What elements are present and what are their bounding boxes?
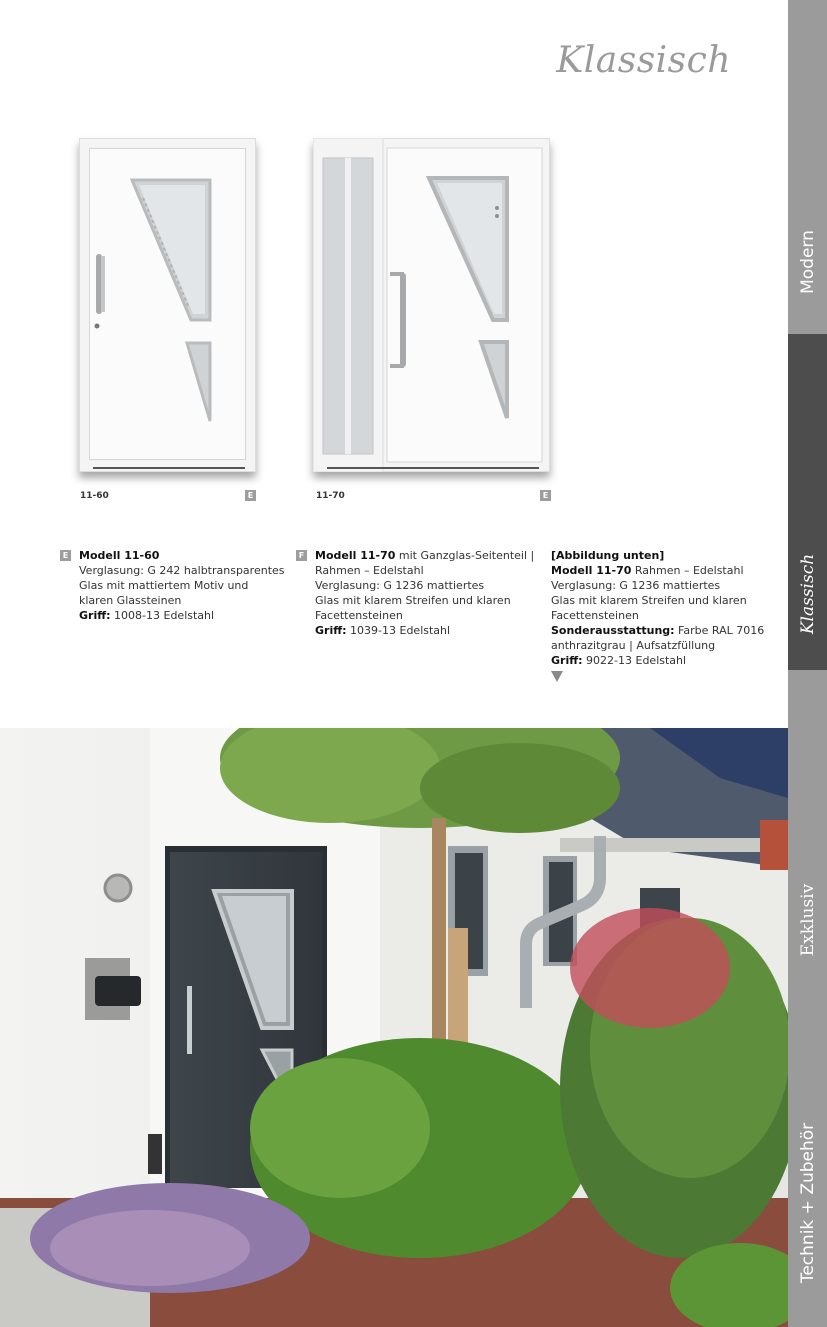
photo-illustration xyxy=(0,728,788,1327)
tab-label-exklusiv: Exklusiv xyxy=(797,883,818,957)
desc-line: Glas mit klarem Streifen und klaren xyxy=(315,594,511,607)
desc-title: Modell 11-70 xyxy=(551,564,632,577)
desc-line: Verglasung: G 1236 mattiertes xyxy=(551,579,721,592)
desc-line: anthrazitgrau | Aufsatzfüllung xyxy=(551,639,716,652)
tab-exklusiv[interactable] xyxy=(788,670,827,1000)
tab-label-modern: Modern xyxy=(797,230,818,294)
tab-modern[interactable] xyxy=(788,0,827,334)
description-photo xyxy=(551,548,764,682)
desc-handle-value: 1039-13 Edelstahl xyxy=(346,624,451,637)
arrow-down-icon xyxy=(551,671,563,682)
tab-label-klassisch: Klassisch xyxy=(797,553,818,635)
page-title: Klassisch xyxy=(556,40,731,81)
desc-title-suffix: Rahmen – Edelstahl xyxy=(631,564,744,577)
door-image-11-60 xyxy=(79,138,256,472)
desc-extra-value: Farbe RAL 7016 xyxy=(674,624,765,637)
tab-label-technik: Technik + Zubehör xyxy=(797,1122,818,1284)
description-11-60 xyxy=(79,548,285,623)
door-glass-motif xyxy=(79,138,256,472)
door-caption-11-60: 11-60 xyxy=(80,491,109,501)
desc-line: Facettensteinen xyxy=(551,609,639,622)
desc-extra-label: Sonderausstattung: xyxy=(551,624,675,637)
tab-technik-zubehoer[interactable] xyxy=(788,1000,827,1327)
desc-title: Modell 11-60 xyxy=(79,549,160,562)
desc-handle-label: Griff: xyxy=(315,624,347,637)
door-caption-11-70: 11-70 xyxy=(316,491,345,501)
desc-line: Glas mit klarem Streifen und klaren xyxy=(551,594,747,607)
desc-line: Verglasung: G 1236 mattiertes xyxy=(315,579,485,592)
desc-badge-f: F xyxy=(296,550,307,561)
desc-line: Verglasung: G 242 halbtransparentes xyxy=(79,564,285,577)
desc-badge-e: E xyxy=(60,550,71,561)
description-11-70 xyxy=(315,548,534,638)
side-tabs xyxy=(788,0,827,1327)
desc-heading: [Abbildung unten] xyxy=(551,549,665,562)
door-glass-motif xyxy=(313,138,550,472)
desc-line: Facettensteinen xyxy=(315,609,403,622)
door-image-11-70 xyxy=(313,138,550,472)
desc-title: Modell 11-70 xyxy=(315,549,396,562)
desc-line: Rahmen – Edelstahl xyxy=(315,564,424,577)
tab-klassisch[interactable] xyxy=(788,334,827,670)
door-badge-11-70: E xyxy=(540,490,551,501)
house-entrance-photo xyxy=(0,728,788,1327)
desc-line: klaren Glassteinen xyxy=(79,594,182,607)
desc-title-suffix: mit Ganzglas-Seitenteil | xyxy=(395,549,535,562)
door-badge-11-60: E xyxy=(245,490,256,501)
desc-line: Glas mit mattiertem Motiv und xyxy=(79,579,249,592)
desc-handle-label: Griff: xyxy=(551,654,583,667)
desc-handle-label: Griff: xyxy=(79,609,111,622)
desc-handle-value: 9022-13 Edelstahl xyxy=(582,654,687,667)
desc-handle-value: 1008-13 Edelstahl xyxy=(110,609,215,622)
